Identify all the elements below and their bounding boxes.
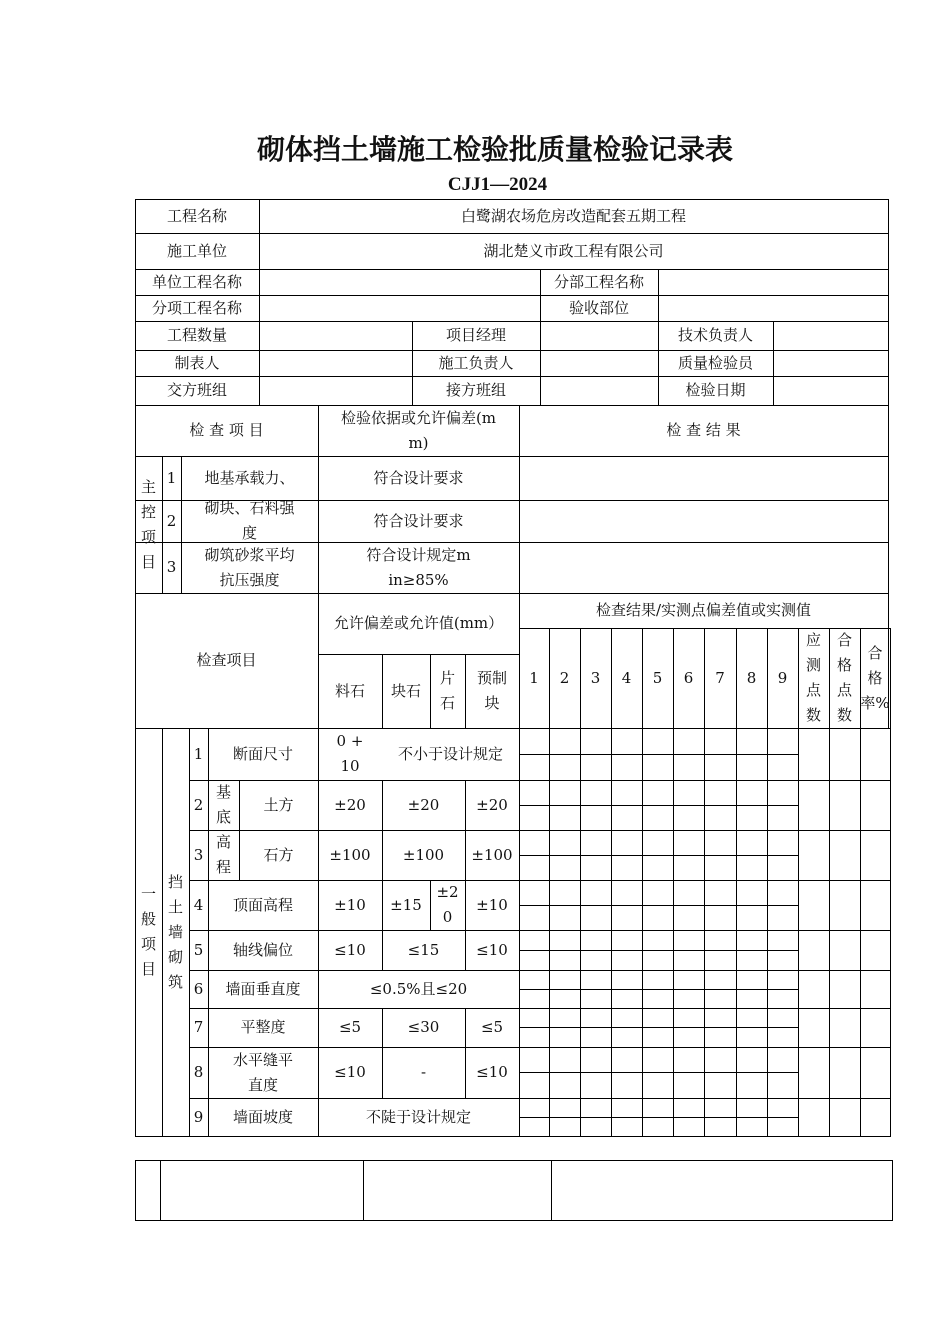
summary-col-header: 合格点数 [836,631,852,724]
base-elevation-label: 基底高程 [215,783,231,876]
point-col-header: 3 [590,668,601,687]
inspection-date-label: 检验日期 [685,381,746,399]
grid-line [135,1160,893,1161]
tolerance-value: ±20 [436,883,459,926]
tolerance-value: ≤15 [407,940,440,959]
row-number: 5 [193,940,204,959]
material-col-header: 块石 [390,681,421,700]
point-col-header: 2 [559,668,570,687]
row-number: 3 [193,845,204,864]
basis-value: 符合设计要求 [373,511,464,530]
standard-code: CJJ1—2024 [447,174,548,195]
grid-line [135,1136,891,1137]
check-item-header: 检 查 项 目 [189,421,264,439]
grid-line [519,1117,799,1118]
page-title: 砌体挡土墙施工检验批质量检验记录表 [256,133,733,166]
grid-line [519,1072,799,1073]
tolerance-value: ≤10 [334,940,366,959]
point-col-header: 7 [715,668,725,687]
grid-line [658,269,659,322]
row-number: 4 [193,895,204,914]
grid-line [135,1160,136,1221]
point-col-header: 8 [746,668,757,687]
row-number: 2 [166,511,177,530]
point-col-header: 4 [621,668,632,687]
tolerance-value: ±20 [407,795,440,814]
grid-line [135,1220,893,1221]
tolerance-value: - [420,1063,427,1081]
row-number: 9 [193,1107,204,1126]
receiving-team-label: 接方班组 [445,381,506,399]
project-name-label: 工程名称 [166,206,227,225]
tabulator-label: 制表人 [174,353,220,372]
check-item: 墙面垂直度 [225,979,301,998]
check-item: 土方 [263,795,294,814]
tolerance-value: ±15 [390,895,422,914]
check-item: 砌块、石料强度 [204,499,295,542]
grid-line [892,1160,893,1221]
tolerance-value: ±20 [334,795,366,814]
construction-unit-label: 施工单位 [166,241,227,260]
check-item: 断面尺寸 [232,744,293,763]
tolerance-value: ≤10 [476,940,508,959]
tech-leader-label: 技术负责人 [677,326,753,344]
material-col-header: 料石 [334,681,365,700]
point-col-header: 1 [529,668,539,687]
construction-leader-label: 施工负责人 [438,353,514,372]
grid-line [888,728,891,729]
tolerance-value: 不陡于设计规定 [365,1107,471,1126]
grid-line [519,728,520,1137]
material-col-header: 片石 [439,669,455,712]
tolerance-value: ±20 [476,795,508,814]
acceptance-part-label: 验收部位 [568,298,629,317]
grid-line [540,321,541,406]
row-number: 8 [193,1063,204,1081]
tolerance-value: ≤5 [338,1018,362,1036]
row-number: 1 [193,744,204,763]
grid-line [890,628,891,1137]
point-col-header: 5 [652,668,663,687]
tolerance-header: 允许偏差或允许值(mm） [333,614,504,632]
tolerance-value: ≤0.5%且≤20 [369,979,468,998]
grid-line [519,905,799,906]
point-col-header: 9 [777,668,788,687]
check-item: 顶面高程 [232,895,293,914]
tolerance-value: ±100 [329,845,371,864]
tolerance-value: 0 +10 [336,732,364,775]
row-number: 6 [193,979,204,998]
check-item: 砌筑砂浆平均抗压强度 [204,545,295,589]
grid-line [773,321,774,406]
grid-line [551,1160,552,1221]
row-number: 7 [193,1018,204,1036]
grid-line [160,1160,161,1221]
tolerance-value: ≤5 [480,1018,504,1036]
point-col-header: 6 [683,668,694,687]
tolerance-value: ±100 [402,845,445,864]
check-item: 墙面坡度 [232,1107,293,1126]
tolerance-value: ≤30 [407,1018,440,1036]
grid-line [363,1160,364,1221]
measured-result-header: 检查结果/实测点偏差值或实测值 [595,601,812,619]
grid-line [519,950,799,951]
construction-unit-value: 湖北楚义市政工程有限公司 [483,241,664,260]
basis-value: 符合设计规定min≥85% [366,545,471,589]
summary-col-header: 应测点数 [805,631,821,724]
check-item: 平整度 [240,1018,286,1036]
tolerance-value: ±100 [471,845,513,864]
unit-project-label: 单位工程名称 [151,272,242,291]
check-item: 水平缝平直度 [232,1050,293,1094]
result-header: 检 查 结 果 [666,421,741,439]
project-name-value: 白鹭湖农场危房改造配套五期工程 [460,206,686,225]
check-item: 轴线偏位 [232,940,293,959]
check-item: 地基承载力、 [204,468,295,487]
handover-team-label: 交方班组 [166,381,227,399]
grid-line [519,805,799,806]
main-control-label: 主控项目 [140,477,156,571]
material-col-header: 预制块 [476,669,507,712]
tolerance-value: ±10 [476,895,508,914]
basis-value: 符合设计要求 [373,468,464,487]
row-number: 3 [166,558,177,576]
quantity-label: 工程数量 [166,326,227,344]
row-number: 2 [193,795,204,814]
row-number: 1 [166,468,177,487]
wall-masonry-label: 挡土墙砌筑 [167,872,183,991]
general-check-item-header: 检查项目 [196,651,257,669]
check-item: 石方 [263,845,294,864]
tolerance-value: 不小于设计规定 [397,744,503,763]
quality-inspector-label: 质量检验员 [677,353,753,372]
grid-line [519,989,799,990]
sub-project-label: 分部工程名称 [553,272,644,291]
tolerance-value: ±10 [334,895,366,914]
basis-header: 检验依据或允许偏差(mm) [340,408,497,452]
project-manager-label: 项目经理 [445,326,506,344]
grid-line [519,754,799,755]
item-project-label: 分项工程名称 [151,298,242,317]
summary-col-header: 合格率% [860,643,890,712]
tolerance-value: ≤10 [476,1063,508,1081]
grid-line [519,855,799,856]
general-items-label: 一般项目 [140,885,156,978]
grid-line [519,1027,799,1028]
tolerance-value: ≤10 [334,1063,366,1081]
